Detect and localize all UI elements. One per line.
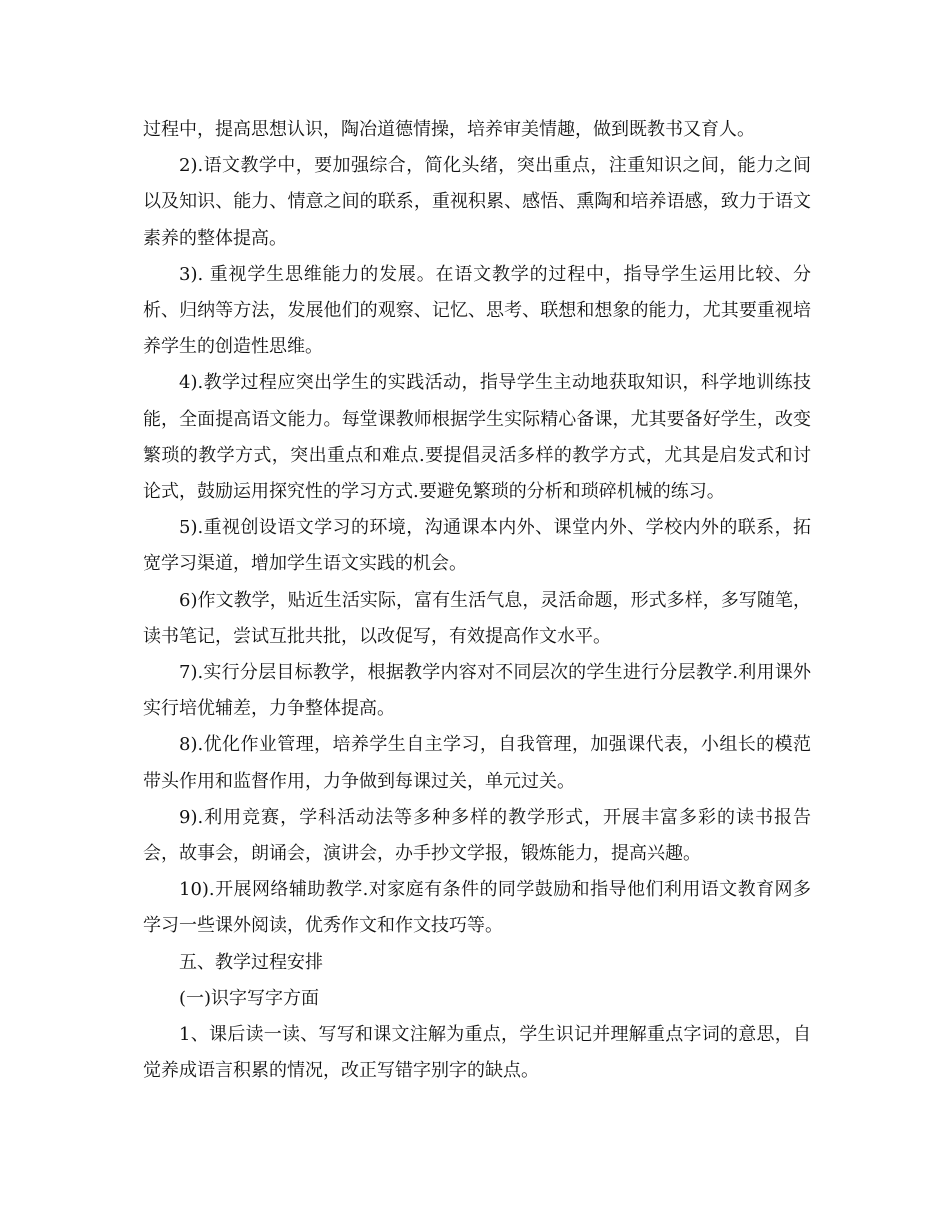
paragraph-continuation: 过程中，提高思想认识，陶冶道德情操，培养审美情趣，做到既教书又育人。 [143,119,755,140]
subsection-heading: (一)识字写字方面 [179,987,320,1009]
document-body [143,112,811,1089]
paragraph-item-3: 3). 重视学生思维能力的发展。在语文教学的过程中，指导学生运用比较、分析、归纳等方法，发展他们的观察、记忆、思考、联想和想象的能力，尤其要重视培养学生的创造性思维。 [143,263,811,358]
paragraph-item-8: 8).优化作业管理，培养学生自主学习，自我管理，加强课代表，小组长的模范带头作用和监督作用，力争做到每课过关，单元过关。 [143,734,811,792]
paragraph-item-5: 5).重视创设语文学习的环境，沟通课本内外、课堂内外、学校内外的联系，拓宽学习渠道，增加学生语文实践的机会。 [143,517,811,575]
paragraph-item-6: 6)作文教学，贴近生活实际，富有生活气息，灵活命题，形式多样，多写随笔，读书笔记，尝试互批共批，以改促写，有效提高作文水平。 [143,589,811,647]
paragraph-item-7: 7).实行分层目标教学，根据教学内容对不同层次的学生进行分层教学.利用课外实行培优辅差，力争整体提高。 [143,662,811,720]
paragraph-item-2: 2).语文教学中，要加强综合，简化头绪，突出重点，注重知识之间，能力之间以及知识、能力、情意之间的联系，重视积累、感悟、熏陶和培养语感，致力于语文素养的整体提高。 [143,155,811,249]
section-heading: 五、教学过程安排 [179,951,323,973]
paragraph-subitem-1: 1、课后读一读、写写和课文注解为重点，学生识记并理解重点字词的意思，自觉养成语言积累的情况，改正写错字别字的缺点。 [143,1024,811,1082]
paragraph-item-4: 4).教学过程应突出学生的实践活动，指导学生主动地获取知识，科学地训练技能，全面提高语文能力。每堂课教师根据学生实际精心备课，尤其要备好学生，改变繁琐的教学方式，突出重点和难点.要提倡灵活多样的教学方式，尤其是启发式和讨论式，鼓励运用探究性的学习方式.要避免繁琐的分析和琐碎机械的练习。 [143,372,811,503]
paragraph-item-10: 10).开展网络辅助教学.对家庭有条件的同学鼓励和指导他们利用语文教育网多学习一些课外阅读，优秀作文和作文技巧等。 [143,879,811,937]
paragraph-item-9: 9).利用竞赛，学科活动法等多种多样的教学形式，开展丰富多彩的读书报告会，故事会，朗诵会，演讲会，办手抄文学报，锻炼能力，提高兴趣。 [143,806,811,865]
